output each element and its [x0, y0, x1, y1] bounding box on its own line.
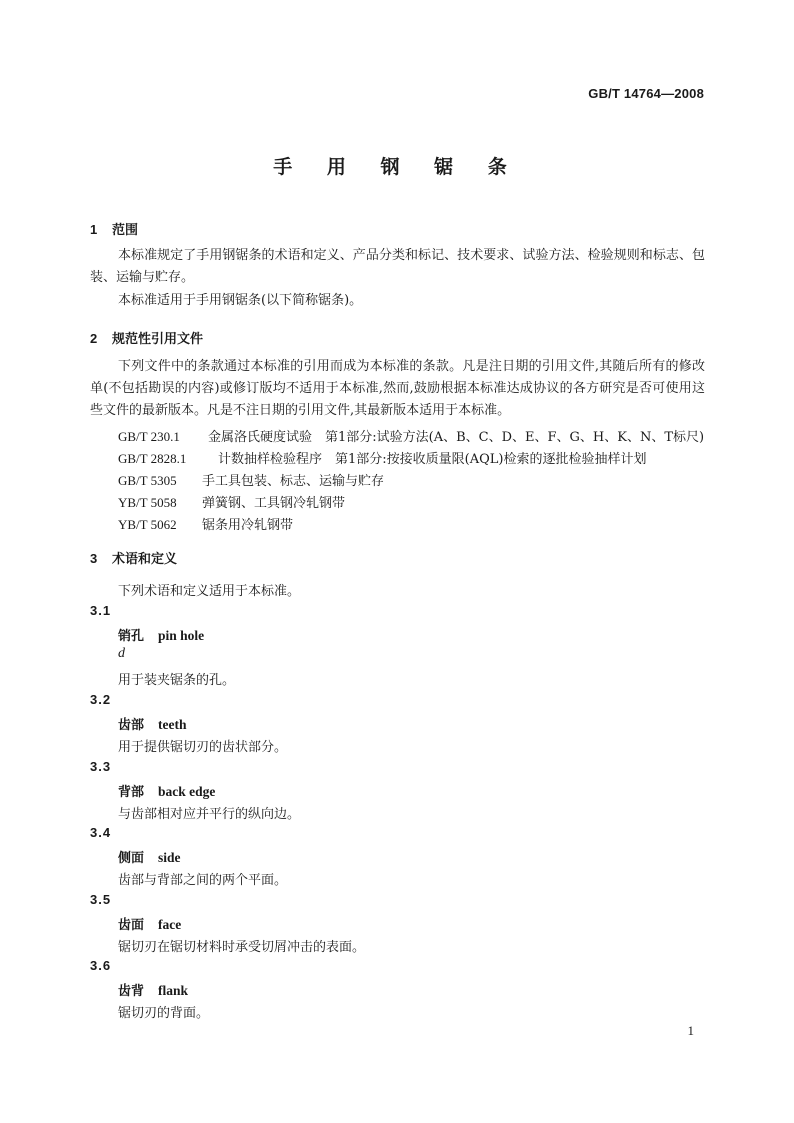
term-definition: 用于提供锯切刃的齿状部分。 [118, 740, 288, 755]
reference-item [118, 492, 345, 511]
reference-code: GB/T 230.1 [118, 429, 180, 444]
reference-title: 金属洛氏硬度试验 第1部分:试验方法(A、B、C、D、E、F、G、H、K、N、T标尺) [208, 430, 705, 445]
term-en: back edge [158, 784, 216, 799]
term-zh: 齿部 [118, 718, 145, 733]
section-heading-normative-references [90, 328, 203, 347]
clause-number: 3.1 [90, 603, 112, 618]
term-en: face [158, 917, 182, 932]
paragraph: 本标准适用于手用钢锯条(以下简称锯条)。 [118, 293, 363, 308]
term [118, 781, 215, 800]
term-en: teeth [158, 717, 187, 732]
section-number: 3 [90, 551, 98, 566]
section-number: 2 [90, 331, 98, 346]
term-en: pin hole [158, 628, 205, 643]
term-zh: 齿面 [118, 918, 145, 933]
reference-item [118, 514, 293, 533]
term-definition: 锯切刃在锯切材料时承受切屑冲击的表面。 [118, 940, 366, 955]
term-symbol: d [118, 646, 125, 661]
section-title: 规范性引用文件 [112, 332, 204, 347]
clause-number: 3.4 [90, 825, 112, 840]
reference-title: 弹簧钢、工具钢冷轧钢带 [202, 496, 346, 511]
section-heading-scope [90, 219, 138, 238]
document-title: 手 用 钢 锯 条 [273, 156, 521, 178]
term-zh: 侧面 [118, 851, 145, 866]
paragraph: 本标准规定了手用钢锯条的术语和定义、产品分类和标记、技术要求、试验方法、检验规则和标志、包装、运输与贮存。 [90, 248, 705, 285]
term [118, 914, 181, 933]
section-title: 范围 [112, 223, 139, 238]
reference-item [118, 448, 646, 467]
term [118, 625, 204, 644]
term-zh: 背部 [118, 785, 145, 800]
reference-title: 计数抽样检验程序 第1部分:按接收质量限(AQL)检索的逐批检验抽样计划 [218, 452, 647, 467]
term-definition: 齿部与背部之间的两个平面。 [118, 873, 288, 888]
term-definition: 用于装夹锯条的孔。 [118, 673, 236, 688]
clause-number: 3.3 [90, 759, 112, 774]
term [118, 980, 188, 999]
term-zh: 销孔 [118, 629, 145, 644]
section-heading-terms-and-definitions [90, 548, 177, 567]
term [118, 714, 187, 733]
reference-code: YB/T 5062 [118, 517, 177, 532]
clause-number: 3.2 [90, 692, 112, 707]
standard-code: GB/T 14764—2008 [588, 86, 704, 101]
term [118, 847, 181, 866]
term-zh: 齿背 [118, 984, 145, 999]
reference-code: GB/T 2828.1 [118, 451, 187, 466]
section-number: 1 [90, 222, 98, 237]
reference-item [118, 426, 704, 445]
term-en: flank [158, 983, 189, 998]
term-definition: 与齿部相对应并平行的纵向边。 [118, 807, 301, 822]
clause-number: 3.5 [90, 892, 112, 907]
section-title: 术语和定义 [112, 552, 178, 567]
term-en: side [158, 850, 181, 865]
term-definition: 锯切刃的背面。 [118, 1006, 210, 1021]
reference-code: GB/T 5305 [118, 473, 177, 488]
paragraph: 下列术语和定义适用于本标准。 [118, 584, 301, 599]
page-number: 1 [687, 1023, 694, 1038]
reference-code: YB/T 5058 [118, 495, 177, 510]
clause-number: 3.6 [90, 958, 112, 973]
reference-item [118, 470, 384, 489]
reference-title: 手工具包装、标志、运输与贮存 [202, 474, 385, 489]
paragraph: 下列文件中的条款通过本标准的引用而成为本标准的条款。凡是注日期的引用文件,其随后所有的修改单(不包括勘误的内容)或修订版均不适用于本标准,然而,鼓励根据本标准达成协议的各方研究是否可使用这些文件的最新版本。凡是不注日期的引用文件,其最新版本适用于本标准。 [90, 359, 705, 418]
reference-title: 锯条用冷轧钢带 [202, 518, 294, 533]
